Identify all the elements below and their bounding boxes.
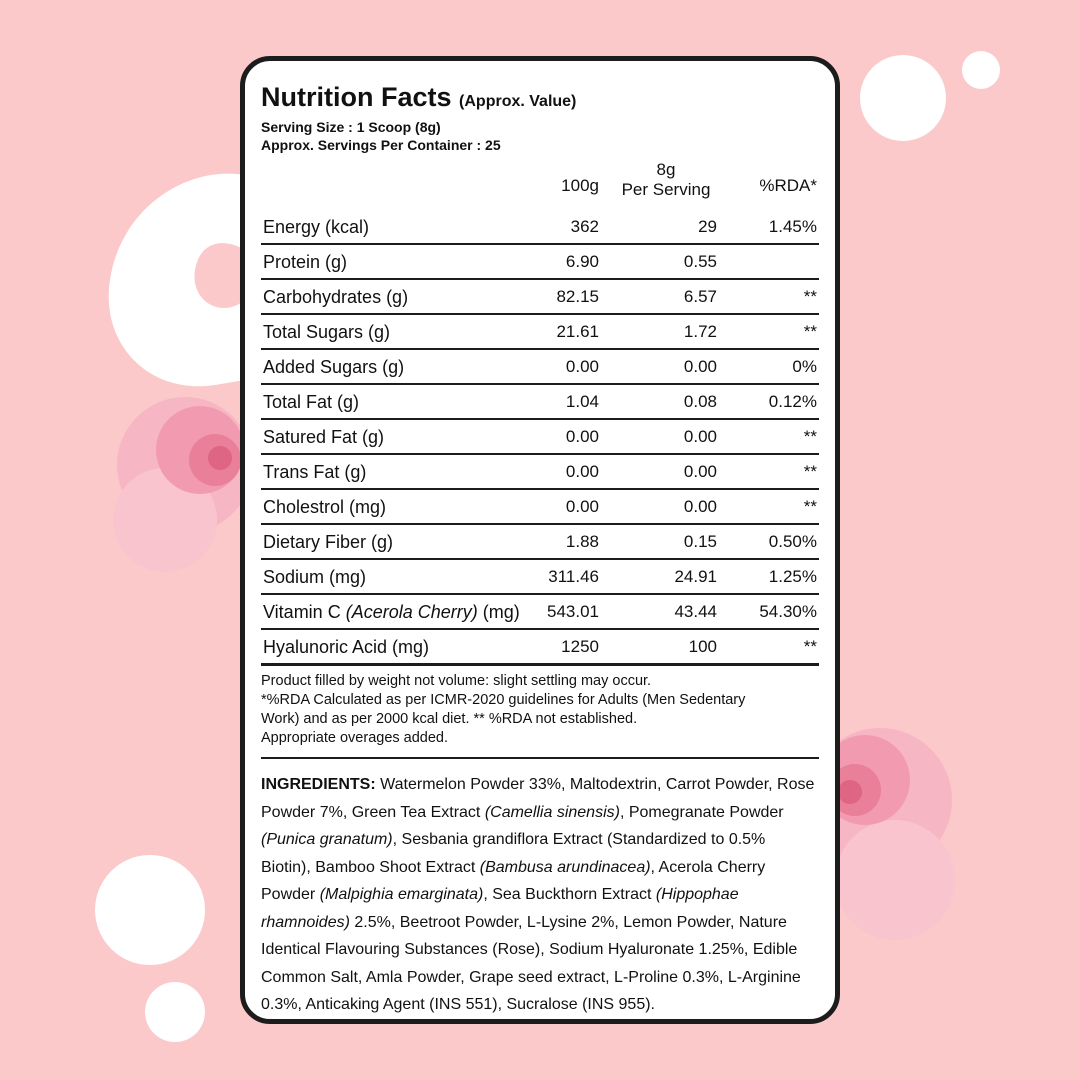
value-rda: 54.30% xyxy=(759,602,817,621)
per-serving-amount: 8g xyxy=(656,160,676,179)
value-per-serving: 100 xyxy=(688,637,717,656)
value-per-serving: 0.55 xyxy=(683,252,717,271)
value-100g: 1250 xyxy=(561,637,599,656)
value-rda: ** xyxy=(803,427,817,446)
footnotes xyxy=(261,672,819,759)
value-per-serving: 0.00 xyxy=(683,497,717,516)
nutrient-label: Protein (g) xyxy=(263,252,348,272)
bubble-top-right-small xyxy=(962,51,1000,89)
value-100g: 1.88 xyxy=(565,532,599,551)
value-100g: 0.00 xyxy=(565,357,599,376)
nutrition-title: Nutrition Facts (Approx. Value) xyxy=(261,82,577,112)
approx-value-note: (Approx. Value) xyxy=(459,93,577,110)
nutrient-label: Trans Fat (g) xyxy=(263,462,367,482)
value-100g: 82.15 xyxy=(556,287,599,306)
value-100g: 21.61 xyxy=(556,322,599,341)
nutrient-label: Total Sugars (g) xyxy=(263,322,391,342)
nutrient-label: Total Fat (g) xyxy=(263,392,360,412)
nutrition-card xyxy=(240,56,840,1024)
value-per-serving: 0.00 xyxy=(683,462,717,481)
column-header-100g: 100g xyxy=(561,176,599,195)
table-row xyxy=(261,420,819,455)
nutrient-label: Vitamin C (Acerola Cherry) (mg) xyxy=(263,602,520,622)
table-row xyxy=(261,350,819,385)
value-rda: 0.12% xyxy=(768,392,817,411)
table-row xyxy=(261,490,819,525)
value-rda: 1.25% xyxy=(768,567,817,586)
value-100g: 543.01 xyxy=(547,602,599,621)
value-per-serving: 43.44 xyxy=(674,602,717,621)
nutrient-label: Carbohydrates (g) xyxy=(263,287,409,307)
value-per-serving: 0.08 xyxy=(683,392,717,411)
table-row xyxy=(261,315,819,350)
nutrient-label: Sodium (mg) xyxy=(263,567,367,587)
table-row xyxy=(261,525,819,560)
bubble-top-right-large xyxy=(860,55,946,141)
serving-size: Serving Size : 1 Scoop (8g) xyxy=(261,119,441,135)
nutrient-label: Added Sugars (g) xyxy=(263,357,405,377)
table-row xyxy=(261,630,819,666)
table-row xyxy=(261,560,819,595)
column-headers xyxy=(261,160,819,210)
footnote-overages: Appropriate overages added. xyxy=(261,730,449,746)
value-100g: 311.46 xyxy=(548,567,599,586)
nutrition-table xyxy=(261,210,819,666)
footnote-rda-line2: Work) and as per 2000 kcal diet. ** %RDA not established. xyxy=(261,711,638,727)
servings-per-container: Approx. Servings Per Container : 25 xyxy=(261,137,501,153)
table-row xyxy=(261,280,819,315)
table-row xyxy=(261,385,819,420)
column-header-per-serving xyxy=(611,160,721,200)
value-100g: 362 xyxy=(570,217,599,236)
white-rose-silhouette xyxy=(109,174,245,387)
value-100g: 6.90 xyxy=(565,252,599,271)
value-100g: 0.00 xyxy=(565,497,599,516)
nutrient-label: Dietary Fiber (g) xyxy=(263,532,394,552)
nutrient-label: Satured Fat (g) xyxy=(263,427,385,447)
value-rda: ** xyxy=(803,462,817,481)
value-rda: ** xyxy=(803,497,817,516)
nutrient-label: Cholestrol (mg) xyxy=(263,497,387,517)
nutrient-label-italic: (Acerola Cherry) xyxy=(345,602,478,622)
bubble-bottom-left-large xyxy=(95,855,205,965)
value-rda: ** xyxy=(803,287,817,306)
column-header-rda: %RDA* xyxy=(759,176,817,195)
value-100g: 0.00 xyxy=(565,427,599,446)
value-per-serving: 24.91 xyxy=(674,567,717,586)
value-per-serving: 1.72 xyxy=(683,322,717,341)
footnote-settling: Product filled by weight not volume: slight settling may occur. xyxy=(261,673,652,689)
table-row xyxy=(261,210,819,245)
per-serving-label: Per Serving xyxy=(621,180,711,199)
value-rda: ** xyxy=(803,322,817,341)
value-rda: 0% xyxy=(792,357,817,376)
value-rda: 1.45% xyxy=(768,217,817,236)
bubble-bottom-left-small xyxy=(145,982,205,1042)
footnote-rda-line1: *%RDA Calculated as per ICMR-2020 guidelines for Adults (Men Sedentary xyxy=(261,692,746,708)
value-100g: 0.00 xyxy=(565,462,599,481)
table-row xyxy=(261,595,819,630)
value-per-serving: 0.00 xyxy=(683,427,717,446)
value-rda: 0.50% xyxy=(768,532,817,551)
ingredients-paragraph: INGREDIENTS: Watermelon Powder 33%, Maltodextrin, Carrot Powder, Rose Powder 7%, Green Tea Extract (Camellia sinensis), Pomegranate Powder (Punica granatum), Sesbania grandiflora Extract (Standardized to 0.5% Biotin), Bamboo Shoot Extract (Bambusa arundinacea), Acerola Cherry Powder (Malpighia emarginata), Sea Buckthorn Extract (Hippophae rhamnoides) 2.5%, Beetroot Powder, L-Lysine 2%, Lemon Powder, Nature Identical Flavouring Substances (Rose), Sodium Hyaluronate 1.25%, Edible Common Salt, Amla Powder, Grape seed extract, L-Proline 0.3%, L-Arginine 0.3%, Anticaking Agent (INS 551), Sucralose (INS 955). xyxy=(261,776,815,1013)
value-100g: 1.04 xyxy=(565,392,599,411)
table-row xyxy=(261,455,819,490)
value-rda: ** xyxy=(803,637,817,656)
value-per-serving: 0.15 xyxy=(683,532,717,551)
nutrient-label: Hyalunoric Acid (mg) xyxy=(263,637,430,657)
ingredients-heading: INGREDIENTS: xyxy=(261,776,376,793)
rose-flower-left xyxy=(113,397,253,572)
value-per-serving: 6.57 xyxy=(683,287,717,306)
table-row xyxy=(261,245,819,280)
value-per-serving: 0.00 xyxy=(683,357,717,376)
nutrient-label: Energy (kcal) xyxy=(263,217,370,237)
value-per-serving: 29 xyxy=(698,217,717,236)
